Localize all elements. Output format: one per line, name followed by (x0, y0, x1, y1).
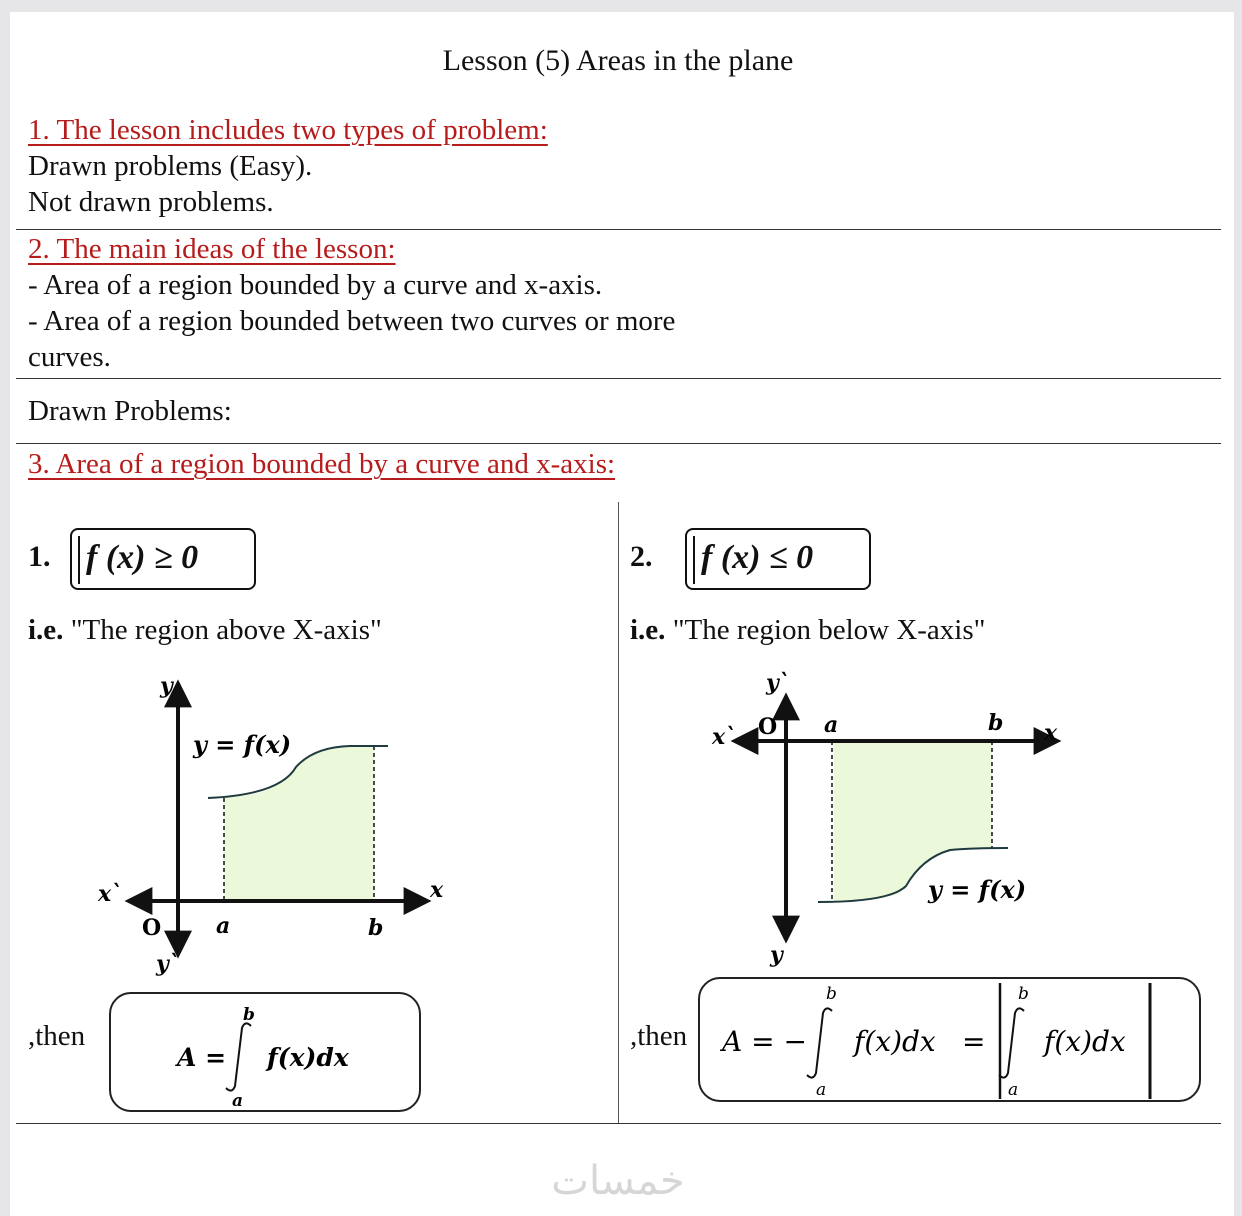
section-2-line-2: - Area of a region bounded between two curves or more (28, 305, 676, 337)
case-1-formula-box (109, 992, 421, 1112)
y-prime-label: y` (766, 670, 790, 696)
case-1-condition: f (x) ≥ 0 (86, 539, 199, 576)
watermark: خمسات (551, 1158, 685, 1204)
section-1-line-2: Not drawn problems. (28, 186, 274, 218)
case-2-number: 2. (630, 540, 653, 573)
integrand: f(x)dx (267, 1043, 349, 1072)
lower-limit: a (1008, 1080, 1019, 1100)
b-label: b (988, 710, 1004, 736)
shaded-region (224, 746, 374, 901)
case-2-graph (700, 660, 1080, 970)
divider (16, 443, 1221, 444)
case-1-ie (28, 614, 382, 647)
drawn-problems-label: Drawn Problems: (28, 395, 232, 427)
curve-label: y = f(x) (928, 875, 1027, 904)
x-label: x (1044, 720, 1058, 746)
section-2 (28, 231, 675, 375)
section-2-line-1: - Area of a region bounded by a curve and x-axis. (28, 269, 603, 301)
case-1-formula (111, 994, 419, 1110)
x-prime-label: x` (712, 724, 737, 750)
section-3-heading: 3. Area of a region bounded by a curve and x-axis: (28, 448, 616, 480)
formula-lhs: A = − (722, 1025, 807, 1058)
integrand: f(x)dx (854, 1025, 936, 1058)
a-label: a (824, 712, 839, 738)
condition-bar (78, 536, 80, 584)
y-label: y (160, 673, 173, 699)
a-label: a (216, 913, 231, 939)
case-2-then: ,then (630, 1020, 688, 1052)
column-divider (618, 502, 619, 1124)
integral-sign (226, 1023, 251, 1090)
case-2-ie-text: "The region below X-axis" (672, 614, 986, 646)
formula-lhs: A = (177, 1043, 227, 1072)
upper-limit: b (826, 984, 837, 1004)
upper-limit: b (243, 1005, 255, 1025)
y-label: y (770, 942, 783, 968)
b-label: b (368, 915, 384, 941)
integrand: f(x)dx (1044, 1025, 1126, 1058)
divider (16, 229, 1221, 230)
equals-sign: = (962, 1025, 986, 1058)
section-1-heading: 1. The lesson includes two types of problem: (28, 114, 548, 146)
curve-label: y = f(x) (193, 730, 292, 759)
case-1-graph (90, 665, 470, 985)
divider (16, 1123, 1221, 1124)
case-1-condition-box (70, 528, 256, 590)
case-2-formula-box (698, 977, 1201, 1102)
case-1-ie-text: "The region above X-axis" (70, 614, 382, 646)
origin-label: O (142, 915, 162, 941)
case-2-ie (630, 614, 985, 647)
case-1-ie-label: i.e. (28, 614, 64, 646)
page-title: Lesson (5) Areas in the plane (442, 44, 794, 77)
upper-limit: b (1018, 984, 1029, 1004)
x-prime-label: x` (98, 881, 123, 907)
origin-label: O (758, 714, 778, 740)
section-1 (28, 112, 548, 220)
x-label: x (430, 877, 444, 903)
case-2-ie-label: i.e. (630, 614, 666, 646)
case-1-then: ,then (28, 1020, 86, 1052)
condition-bar (693, 536, 695, 584)
y-prime-label: y` (156, 951, 180, 977)
case-2-condition: f (x) ≤ 0 (701, 539, 814, 576)
case-2-condition-box (685, 528, 871, 590)
lower-limit: a (232, 1091, 244, 1110)
section-2-heading: 2. The main ideas of the lesson: (28, 233, 396, 265)
case-1-number: 1. (28, 540, 51, 573)
lower-limit: a (816, 1080, 827, 1100)
section-1-line-1: Drawn problems (Easy). (28, 150, 313, 182)
integral-sign (999, 1008, 1024, 1077)
divider (16, 378, 1221, 379)
section-2-line-3: curves. (28, 341, 111, 373)
case-2-formula (700, 979, 1199, 1100)
integral-sign (807, 1008, 832, 1077)
